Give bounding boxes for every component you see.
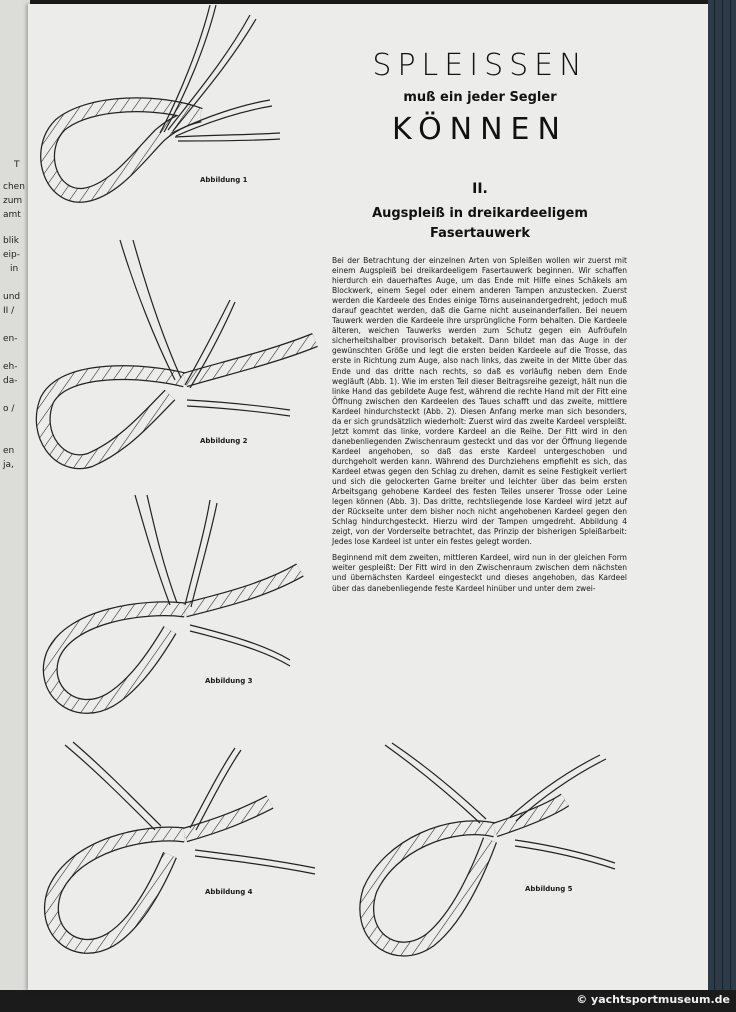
prev-page-fragment: blik xyxy=(3,236,19,246)
title-bottom: KÖNNEN xyxy=(392,112,568,147)
prev-page-fragment: en xyxy=(3,446,15,456)
prev-page-fragment: da- xyxy=(3,376,18,386)
figure-caption-5: Abbildung 5 xyxy=(525,885,573,893)
prev-page-fragment: en- xyxy=(3,334,18,344)
prev-page-fragment: in xyxy=(10,264,19,274)
right-page-edge xyxy=(708,0,736,990)
prev-page-fragment: ja, xyxy=(3,460,14,470)
heading-line-2: Fasertauwerk xyxy=(430,226,530,241)
previous-page-edge xyxy=(0,0,30,990)
prev-page-fragment: eh- xyxy=(3,362,18,372)
article-body xyxy=(332,256,627,600)
prev-page-fragment: zum xyxy=(3,196,23,206)
rope-illustration-5 xyxy=(350,745,630,975)
rope-illustration-4 xyxy=(35,740,325,970)
prev-page-fragment: T xyxy=(14,160,20,170)
prev-page-fragment: und xyxy=(3,292,21,302)
prev-page-fragment: o / xyxy=(3,404,15,414)
prev-page-fragment: eip- xyxy=(3,250,20,260)
figure-caption-2: Abbildung 2 xyxy=(200,437,248,445)
title-top: SPLEISSEN xyxy=(372,48,588,83)
prev-page-fragment: amt xyxy=(3,210,21,220)
figure-caption-3: Abbildung 3 xyxy=(205,677,253,685)
paragraph: Beginnend mit dem zweiten, mittleren Kardeel, wird nun in der gleichen Form weiter gespleißt: Der Fitt wird in den Zwischenraum zwischen dem nächsten und übernächsten Kardeel eingesteckt und dieses angehoben, das Kardeel über das danebenliegende feste Kardeel hinüber und unter dem zwei- xyxy=(332,553,627,593)
rope-illustration-1 xyxy=(30,5,310,215)
rope-illustration-2 xyxy=(35,240,325,480)
paragraph: Bei der Betrachtung der einzelnen Arten von Spleißen wollen wir zuerst mit einem Augspleiß bei dreikardeeligem Fasertauwerk beginnen. Wir schaffen hierdurch ein dauerhaftes Auge, um das Ende mit Hilfe eines Schäkels am Blockwerk, einem Segel oder einem anderen Tampen anzustecken. Zuerst werden die Kardeele des Endes einige Törns auseinandergedreht, jedoch muß darauf geachtet werden, daß die Garne nicht auseinanderfallen. Bei neuem Tauwerk werden die Kardeele ihre ursprüngliche Form behalten. Die Kardeele älteren, weichen Tauwerks werden zum Schutz gegen ein Aufröufeln sicherheitshalber provisorisch betakelt. Dann bildet man das Auge in der gewünschten Größe und legt die ersten beiden Kardeele auf die Trosse, das erste in Richtung zum Auge, also nach links, das zweite in der Mitte über das Ende und das dritte nach rechts, so daß es vorläufig neben dem Ende wegläuft (Abb. 1). Wie im ersten Teil dieser Beitragsreihe gezeigt, hält nun die linke Hand das gebildete Auge fest, während die rechte Hand mit der Fitt eine Öffnung zwischen den Kardeelen des Taues schafft und das zweite, mittlere Kardeel hindurchsteckt (Abb. 2). Diesen Anfang merke man sich besonders, da er sich grundsätzlich wiederholt: Zuerst wird das zweite Kardeel verspleißt. Jetzt kommt das linke, vordere Kardeel an die Reihe. Der Fitt wird in den danebenliegenden Zwischenraum gesteckt und das vor der Öffnung liegende Kardeel angehoben, so daß das erste Kardeel untergeschoben und durchgeholt werden kann. Während des Durchziehens empfiehlt es sich, das Kardeel etwas gegen den Schlag zu drehen, damit es seine Festigkeit verliert und sich die gelockerten Garne breiter und leichter über das beim ersten Arbeitsgang gehobene Kardeel des festen Teiles unserer Trosse oder Leine legen können (Abb. 3). Das dritte, rechtsliegende lose Kardeel wird jetzt auf der Rückseite unter dem bisher noch nicht angehobenen Kardeel gegen den Schlag hindurchgesteckt. Hierzu wird der Tampen umgedreht. Abbildung 4 zeigt, von der Vorderseite betrachtet, das Prinzip der bisherigen Spleißarbeit: Jedes lose Kardeel ist unter ein festes gelegt worden. xyxy=(332,256,627,547)
copyright-notice: © yachtsportmuseum.de xyxy=(576,993,730,1006)
figure-caption-4: Abbildung 4 xyxy=(205,888,253,896)
heading-line-1: Augspleiß in dreikardeeligem xyxy=(372,206,588,221)
prev-page-fragment: II / xyxy=(3,306,15,316)
rope-illustration-3 xyxy=(35,495,325,725)
prev-page-fragment: chen xyxy=(3,182,25,192)
chapter-number: II. xyxy=(472,181,488,197)
article-heading xyxy=(345,204,615,244)
subtitle: muß ein jeder Segler xyxy=(403,90,557,105)
figure-caption-1: Abbildung 1 xyxy=(200,176,248,184)
